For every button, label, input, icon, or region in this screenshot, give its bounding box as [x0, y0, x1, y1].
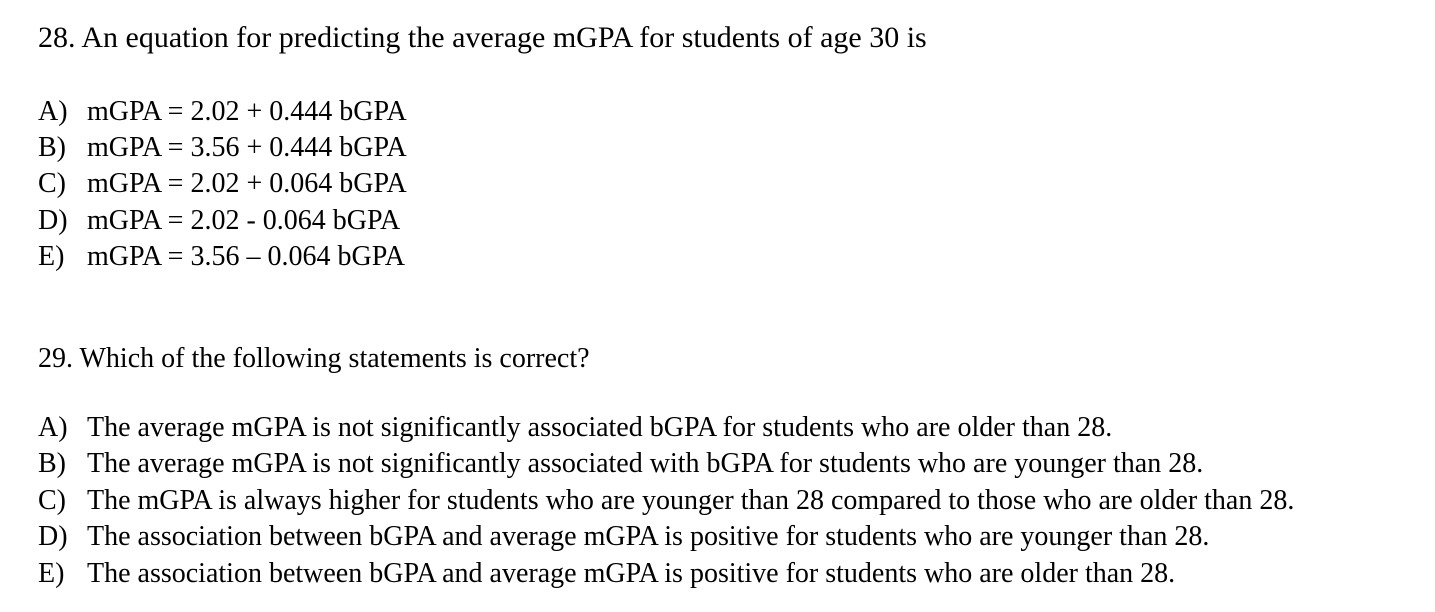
question-29-option-d	[38, 519, 1294, 555]
question-28-options	[38, 94, 407, 275]
question-28-option-e	[38, 239, 407, 275]
option-text: The average mGPA is not significantly associated with bGPA for students who are younger than 28.	[87, 448, 1204, 480]
option-letter: C)	[38, 484, 66, 516]
option-letter: D)	[38, 204, 68, 236]
option-letter: E)	[38, 240, 65, 272]
question-28-option-b	[38, 130, 407, 166]
question-29-option-c	[38, 483, 1294, 519]
option-text: The mGPA is always higher for students who are younger than 28 compared to those who are older than 28.	[87, 484, 1295, 516]
option-text: The association between bGPA and average mGPA is positive for students who are younger than 28.	[87, 521, 1210, 553]
option-text: mGPA = 2.02 - 0.064 bGPA	[87, 204, 401, 236]
option-text: The association between bGPA and average mGPA is positive for students who are older than 28.	[87, 557, 1176, 589]
option-letter: B)	[38, 448, 66, 480]
question-29-options	[38, 410, 1294, 592]
question-29-stem: 29. Which of the following statements is correct?	[38, 343, 590, 374]
option-text: mGPA = 3.56 – 0.064 bGPA	[87, 240, 405, 272]
option-letter: C)	[38, 168, 66, 200]
question-29-option-a	[38, 410, 1294, 446]
question-28-option-d	[38, 203, 407, 239]
question-28-option-c	[38, 166, 407, 202]
option-text: mGPA = 3.56 + 0.444 bGPA	[87, 132, 407, 164]
option-letter: E)	[38, 557, 65, 589]
option-letter: D)	[38, 521, 68, 553]
option-letter: A)	[38, 412, 68, 443]
question-29-option-e	[38, 556, 1294, 592]
option-letter: A)	[38, 96, 68, 127]
question-28-stem: 28. An equation for predicting the average mGPA for students of age 30 is	[38, 21, 927, 54]
question-28-option-a	[38, 94, 407, 130]
option-letter: B)	[38, 132, 66, 164]
option-text: mGPA = 2.02 + 0.444 bGPA	[87, 96, 407, 127]
question-29-option-b	[38, 446, 1294, 482]
option-text: The average mGPA is not significantly associated bGPA for students who are older than 28.	[87, 412, 1113, 443]
option-text: mGPA = 2.02 + 0.064 bGPA	[87, 168, 407, 200]
